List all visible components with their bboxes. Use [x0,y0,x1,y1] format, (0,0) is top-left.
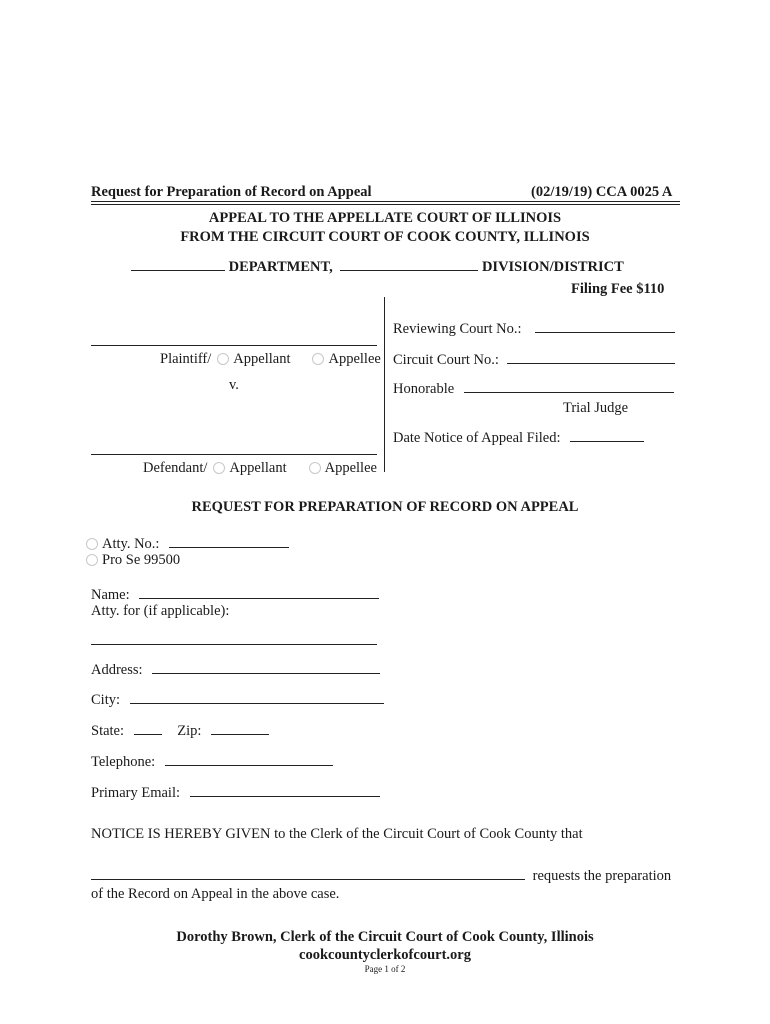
defendant-name-field[interactable] [91,454,377,455]
header-rule-bottom [91,204,680,205]
versus: v. [229,377,239,393]
email-row [91,785,380,802]
clerk-website: cookcountyclerkofcourt.org [299,947,471,963]
pro-se-row [86,552,180,569]
circuit-court-field[interactable] [507,362,675,364]
zip-field[interactable] [211,733,269,735]
court-title-line1: APPEAL TO THE APPELLATE COURT OF ILLINOIS [208,210,562,226]
date-notice-label: Date Notice of Appeal Filed: [393,430,561,446]
honorable-label: Honorable [393,381,455,397]
telephone-row [91,754,333,771]
city-row [91,692,384,709]
defendant-appellant-label: Appellant [229,460,287,476]
defendant-appellant-radio[interactable] [213,462,225,474]
division-field[interactable] [340,269,478,271]
state-field[interactable] [134,733,162,735]
name-field[interactable] [139,597,379,599]
clerk-name: Dorothy Brown, Clerk of the Circuit Court of Cook County, Illinois [176,929,594,945]
email-label: Primary Email: [91,785,180,801]
plaintiff-role-row [160,351,381,368]
address-row [91,662,380,679]
trial-judge-label: Trial Judge [563,400,629,416]
form-code: (02/19/19) CCA 0025 A [531,184,673,200]
atty-no-label: Atty. No.: [102,536,160,552]
request-heading: REQUEST FOR PREPARATION OF RECORD ON APPEAL [191,499,579,515]
requests-text: requests the preparation [532,868,672,884]
telephone-field[interactable] [165,764,333,766]
circuit-court-label: Circuit Court No.: [393,352,499,368]
plaintiff-label: Plaintiff/ [160,351,212,367]
address-label: Address: [91,662,143,678]
reviewing-court-label: Reviewing Court No.: [393,321,522,337]
requesting-party-field[interactable] [91,878,525,880]
plaintiff-appellant-radio[interactable] [217,353,229,365]
atty-no-field[interactable] [169,546,289,548]
department-label: DEPARTMENT, [228,259,333,275]
state-label: State: [91,723,125,739]
form-header-title: Request for Preparation of Record on Appeal [91,184,372,200]
notice-line1: NOTICE IS HEREBY GIVEN to the Clerk of the Circuit Court of Cook County that [91,826,583,842]
atty-no-radio[interactable] [86,538,98,550]
city-field[interactable] [130,702,384,704]
notice-line3: of the Record on Appeal in the above case. [91,886,340,902]
plaintiff-appellee-radio[interactable] [312,353,324,365]
pro-se-label: Pro Se 99500 [102,552,181,568]
atty-no-row [86,536,289,553]
city-label: City: [91,692,121,708]
plaintiff-appellee-label: Appellee [328,351,381,367]
caption-divider [384,297,385,472]
pro-se-radio[interactable] [86,554,98,566]
date-notice-row [393,430,644,447]
notice-line2 [91,868,671,885]
division-label: DIVISION/DISTRICT [481,259,624,275]
header-rule-top [91,201,680,202]
filing-fee: Filing Fee $110 [571,281,665,297]
defendant-role-row [143,460,377,477]
state-zip-row [91,723,269,740]
plaintiff-name-field[interactable] [91,345,377,346]
honorable-row [393,381,674,398]
name-row [91,587,379,604]
defendant-appellee-radio[interactable] [309,462,321,474]
page-number: Page 1 of 2 [364,964,406,974]
court-title-line2: FROM THE CIRCUIT COURT OF COOK COUNTY, ILLINOIS [180,229,590,245]
honorable-field[interactable] [464,391,674,393]
telephone-label: Telephone: [91,754,156,770]
name-label: Name: [91,587,130,603]
date-notice-field[interactable] [570,440,644,442]
atty-for-label: Atty. for (if applicable): [91,603,230,619]
zip-label: Zip: [177,723,202,739]
plaintiff-appellant-label: Appellant [233,351,291,367]
reviewing-court-field[interactable] [535,331,675,333]
reviewing-court-row [393,321,675,338]
defendant-appellee-label: Appellee [324,460,377,476]
address-field[interactable] [152,672,380,674]
department-row [131,259,624,276]
defendant-label: Defendant/ [143,460,208,476]
circuit-court-row [393,352,675,369]
department-field[interactable] [131,269,225,271]
atty-for-field[interactable] [91,644,377,645]
email-field[interactable] [190,795,380,797]
